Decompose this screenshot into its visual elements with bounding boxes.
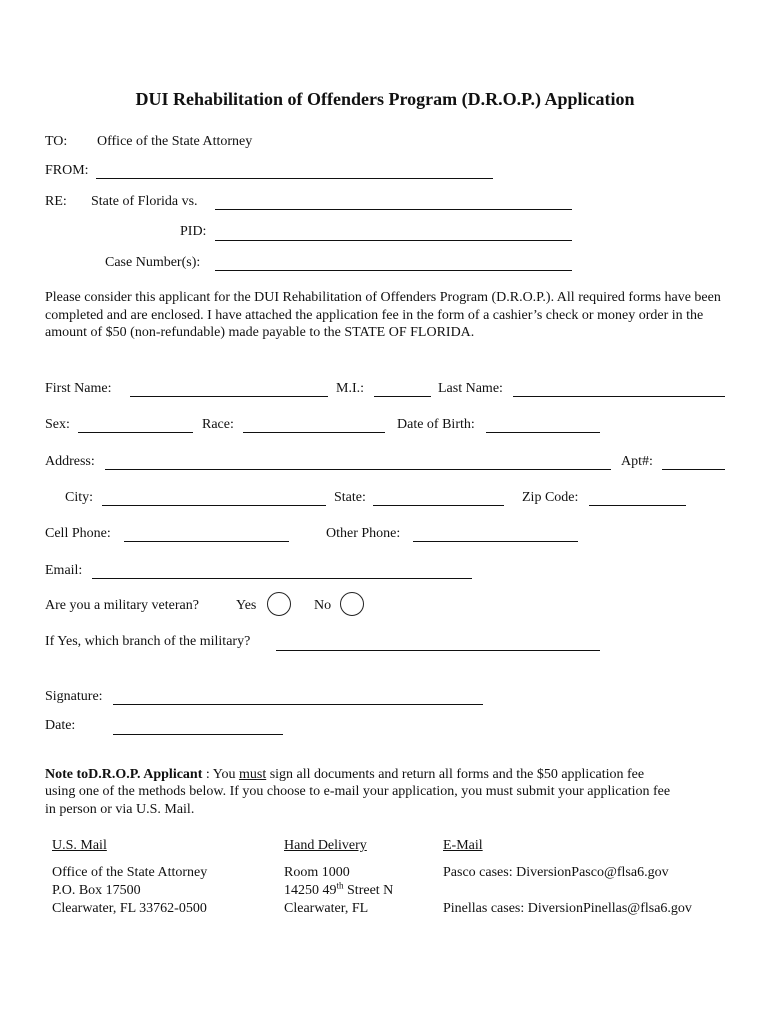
last-name-field[interactable] (513, 376, 725, 397)
from-field[interactable] (96, 158, 493, 179)
veteran-yes-radio[interactable] (267, 592, 291, 616)
note-line-3: in person or via U.S. Mail. (45, 802, 195, 817)
email-label: Email: (45, 563, 83, 578)
address-field[interactable] (105, 449, 611, 470)
email-heading: E-Mail (443, 838, 483, 853)
dob-field[interactable] (486, 412, 600, 433)
race-field[interactable] (243, 412, 385, 433)
hand-street-number: 14250 49 (284, 883, 337, 898)
mail-line-2: P.O. Box 17500 (52, 883, 141, 898)
mail-line-1: Office of the State Attorney (52, 865, 208, 880)
mail-heading: U.S. Mail (52, 838, 107, 853)
email-pasco: Pasco cases: DiversionPasco@flsa6.gov (443, 865, 669, 880)
mail-line-3: Clearwater, FL 33762-0500 (52, 901, 207, 916)
other-phone-field[interactable] (413, 521, 578, 542)
email-pinellas: Pinellas cases: DiversionPinellas@flsa6.gov (443, 901, 692, 916)
hand-heading: Hand Delivery (284, 838, 367, 853)
hand-street-name: Street N (343, 883, 394, 898)
sex-label: Sex: (45, 417, 70, 432)
re-state-label: State of Florida vs. (91, 194, 198, 209)
hand-street-suffix: th (336, 880, 344, 891)
to-value: Office of the State Attorney (97, 134, 253, 149)
pid-field[interactable] (215, 220, 572, 241)
date-label: Date: (45, 718, 76, 733)
pid-label: PID: (180, 224, 207, 239)
zip-field[interactable] (589, 485, 686, 506)
signature-field[interactable] (113, 684, 483, 705)
race-label: Race: (202, 417, 234, 432)
note-line-1 (45, 766, 644, 783)
cell-phone-field[interactable] (124, 521, 289, 542)
veteran-no-radio[interactable] (340, 592, 364, 616)
zip-label: Zip Code: (522, 490, 579, 505)
date-field[interactable] (113, 714, 283, 735)
address-label: Address: (45, 454, 95, 469)
dob-label: Date of Birth: (397, 417, 475, 432)
from-label: FROM: (45, 163, 89, 178)
note-colon: : You (202, 767, 239, 782)
re-label: RE: (45, 194, 67, 209)
state-label: State: (334, 490, 366, 505)
defendant-field[interactable] (215, 189, 572, 210)
sex-field[interactable] (78, 412, 193, 433)
email-field[interactable] (92, 558, 472, 579)
first-name-label: First Name: (45, 381, 112, 396)
case-number-field[interactable] (215, 250, 572, 271)
state-field[interactable] (373, 485, 504, 506)
other-phone-label: Other Phone: (326, 526, 401, 541)
note-line-2: using one of the methods below. If you choose to e-mail your application, you must submit your application fee (45, 784, 671, 799)
city-field[interactable] (102, 485, 326, 506)
note-line-1-rest: sign all documents and return all forms and the $50 application fee (266, 767, 645, 782)
cell-phone-label: Cell Phone: (45, 526, 111, 541)
mi-field[interactable] (374, 376, 431, 397)
veteran-no-label: No (314, 598, 332, 613)
veteran-question: Are you a military veteran? (45, 598, 199, 613)
branch-field[interactable] (276, 630, 600, 651)
to-label: TO: (45, 134, 68, 149)
first-name-field[interactable] (130, 376, 328, 397)
apt-label: Apt#: (621, 454, 653, 469)
signature-label: Signature: (45, 689, 103, 704)
hand-line-2 (284, 882, 393, 899)
apt-field[interactable] (662, 449, 725, 470)
city-label: City: (65, 490, 94, 505)
veteran-yes-label: Yes (236, 598, 257, 613)
note-heading: Note toD.R.O.P. Applicant (45, 767, 203, 782)
case-number-label: Case Number(s): (105, 255, 201, 270)
last-name-label: Last Name: (438, 381, 503, 396)
note-must: must (238, 767, 267, 782)
mi-label: M.I.: (336, 381, 364, 396)
intro-paragraph: Please consider this applicant for the DUI Rehabilitation of Offenders Program (D.R.O.P.). All required forms have been completed and are enclosed. I have attached the application fee in the form of a cashier’s check or money order in the amount of $50 (non-refundable) made payable to the STATE OF FLORIDA. (45, 290, 721, 340)
branch-question: If Yes, which branch of the military? (45, 634, 251, 649)
hand-line-3: Clearwater, FL (284, 901, 369, 916)
page-title: DUI Rehabilitation of Offenders Program (D.R.O.P.) Application (135, 89, 635, 109)
hand-line-1: Room 1000 (284, 865, 350, 880)
